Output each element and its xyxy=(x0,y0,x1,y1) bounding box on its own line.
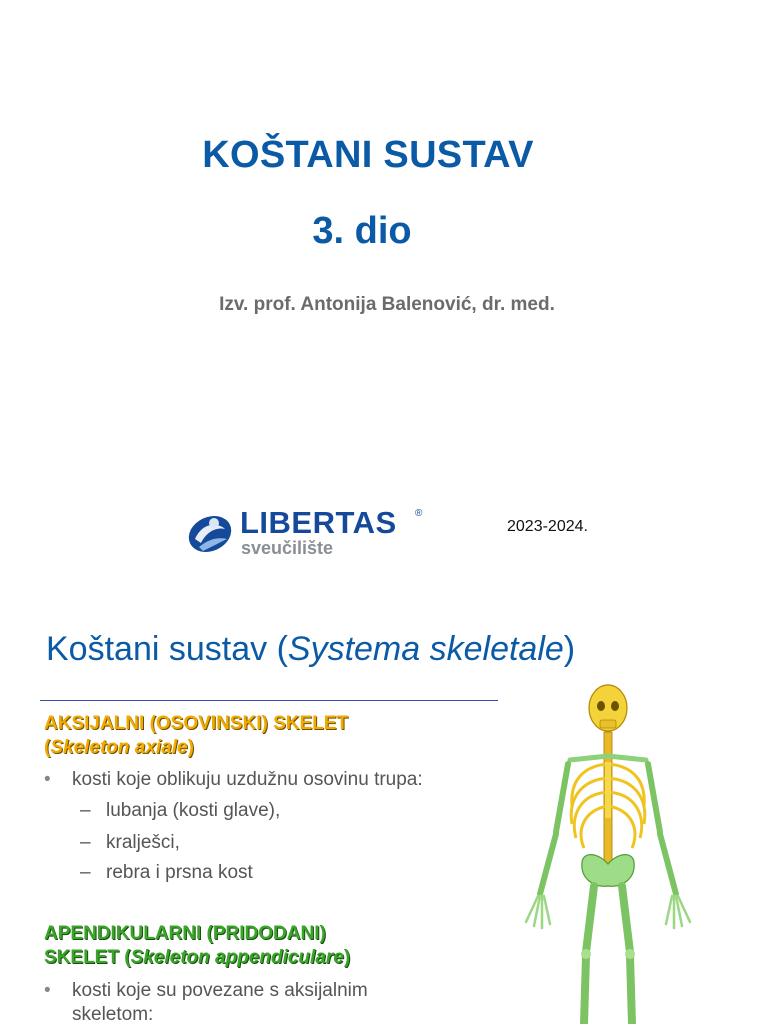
title-close: ) xyxy=(563,630,576,668)
slide-title: KOŠTANI SUSTAV xyxy=(202,134,534,176)
paren-open: ( xyxy=(44,737,51,758)
paren-close: ) xyxy=(343,947,351,968)
skeleton-illustration xyxy=(500,682,740,1024)
dash-icon: – xyxy=(80,800,91,821)
author-line: Izv. prof. Antonija Balenović, dr. med. xyxy=(219,294,555,315)
logo-subtitle: sveučilište xyxy=(241,538,334,558)
dash-icon: – xyxy=(80,832,91,853)
axial-bullet-text: kosti koje oblikuju uzdužnu osovinu trupa: xyxy=(72,769,423,790)
axial-subitem xyxy=(80,830,180,856)
heading-plain: SKELET ( xyxy=(44,947,131,968)
axial-latin: Skeleton axiale xyxy=(50,737,188,758)
title-divider xyxy=(40,700,498,701)
academic-year: 2023-2024. xyxy=(507,518,588,535)
appendicular-bullet xyxy=(44,978,368,1004)
slide2-title xyxy=(46,630,575,669)
subitem-text: rebra i prsna kost xyxy=(106,862,253,883)
logo-registered-mark: ® xyxy=(415,508,423,519)
axial-bullet xyxy=(44,767,423,793)
title-plain: Koštani sustav ( xyxy=(46,630,288,668)
subitem-text: lubanja (kosti glave), xyxy=(106,800,281,821)
subitem-text: kralješci, xyxy=(106,832,180,853)
axial-heading xyxy=(44,712,348,760)
axial-subitem xyxy=(80,798,280,824)
libertas-emblem-icon xyxy=(185,509,235,559)
title-latin: Systema skeletale xyxy=(287,630,564,668)
bullet-dot-icon: • xyxy=(44,769,51,790)
appendicular-bullet-text: kosti koje su povezane s aksijalnim xyxy=(72,980,368,1001)
dash-icon: – xyxy=(80,862,91,883)
appendicular-heading-line2 xyxy=(44,946,350,970)
slide-subtitle: 3. dio xyxy=(312,210,412,252)
appendicular-heading-line1: APENDIKULARNI (PRIDODANI) xyxy=(44,923,326,944)
appendicular-latin: Skeleton appendiculare xyxy=(130,947,344,968)
axial-heading-line2 xyxy=(44,736,348,760)
appendicular-bullet-continued: skeletom: xyxy=(72,1004,154,1025)
appendicular-heading xyxy=(44,922,350,970)
paren-close: ) xyxy=(187,737,194,758)
axial-heading-line1: AKSIJALNI (OSOVINSKI) SKELET xyxy=(44,713,349,734)
content-slide xyxy=(0,600,768,1024)
bullet-dot-icon: • xyxy=(44,980,51,1001)
axial-subitem xyxy=(80,860,253,886)
libertas-logo xyxy=(185,505,430,561)
logo-wordmark: LIBERTAS xyxy=(240,505,397,540)
